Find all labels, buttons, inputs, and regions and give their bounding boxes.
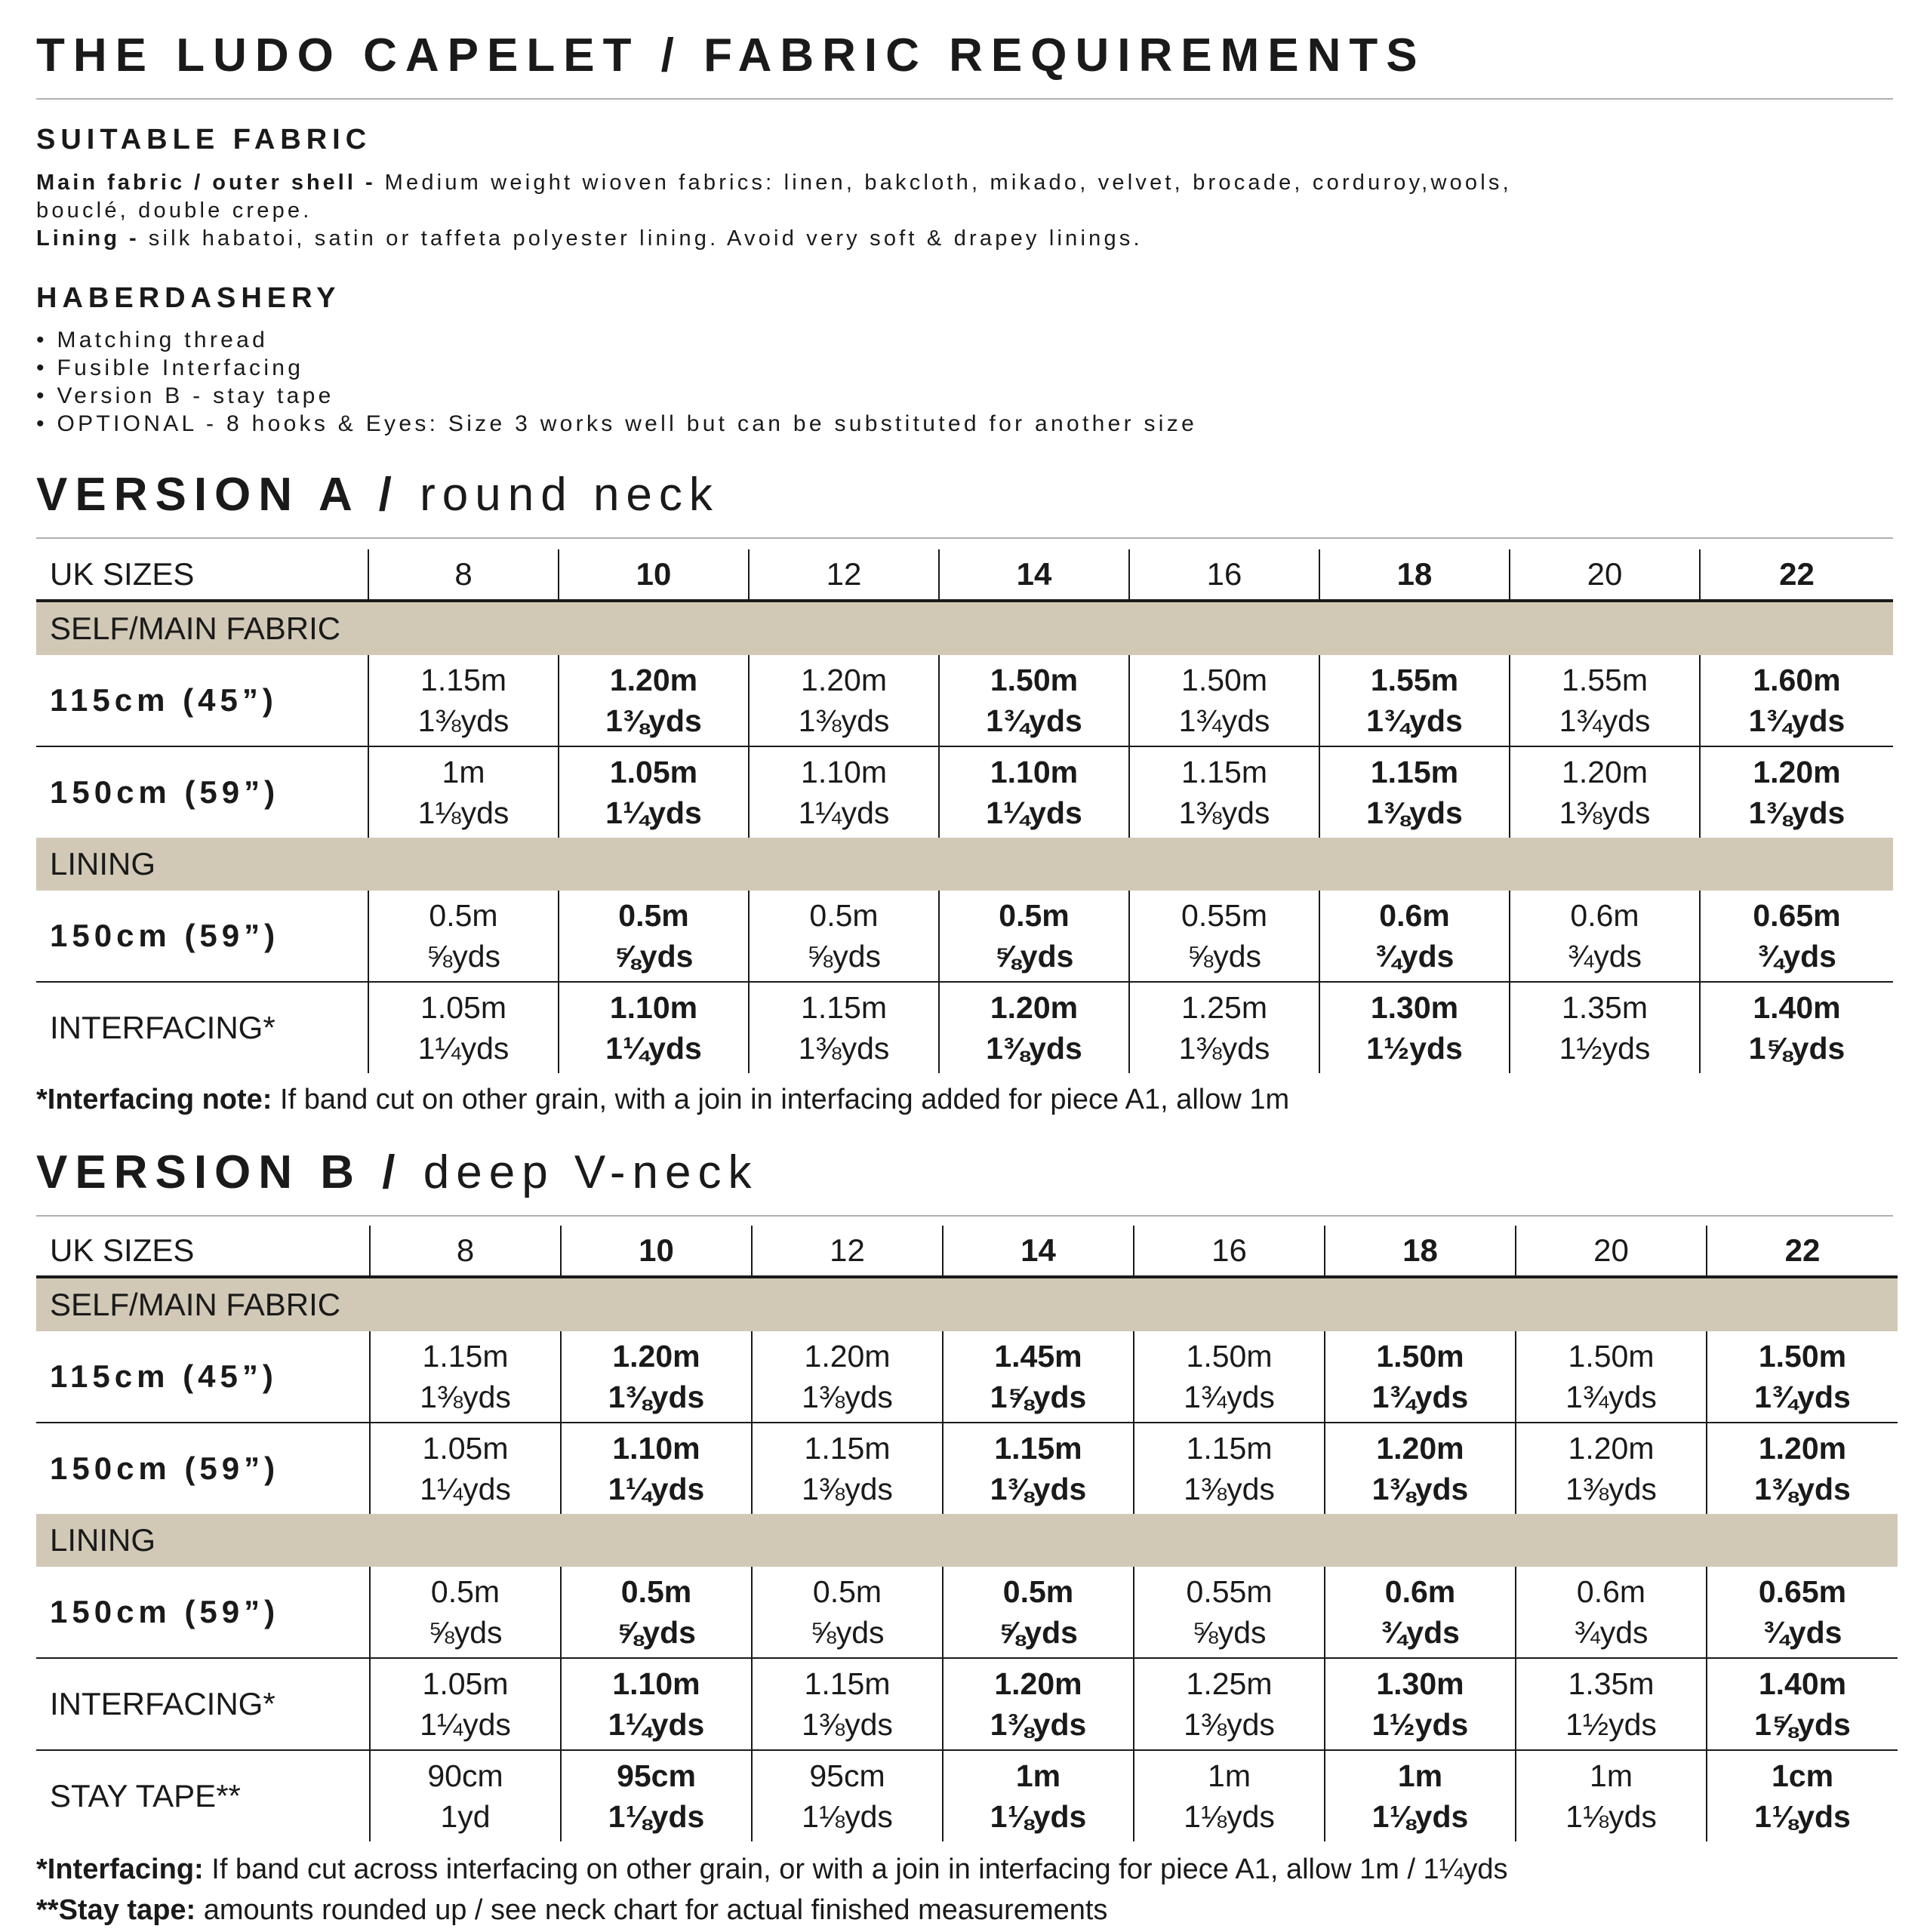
- metric-value: 1.10m: [801, 755, 887, 789]
- table-cell: [1707, 1658, 1898, 1750]
- imperial-value: 1⅜yds: [417, 703, 509, 738]
- size-header: 20: [1510, 549, 1700, 601]
- band-label: SELF/MAIN FABRIC: [36, 601, 1893, 655]
- version-b-table: [36, 1226, 1898, 1841]
- table-cell: [1510, 982, 1700, 1073]
- metric-value: 1.25m: [1186, 1666, 1273, 1701]
- imperial-value: 1¼yds: [608, 1707, 705, 1742]
- table-cell: [943, 1567, 1134, 1658]
- imperial-value: ⅝yds: [810, 1615, 885, 1650]
- imperial-value: 1⅜yds: [1178, 795, 1270, 830]
- imperial-value: 1⅛yds: [608, 1799, 705, 1834]
- imperial-value: 1¼yds: [420, 1707, 511, 1742]
- imperial-value: 1¼yds: [605, 795, 702, 830]
- band-row-lining: [36, 838, 1893, 891]
- imperial-value: 1⅜yds: [1565, 1472, 1657, 1506]
- row-label: STAY TAPE**: [50, 1778, 241, 1814]
- metric-value: 0.5m: [1002, 1574, 1074, 1609]
- metric-value: 1.20m: [990, 990, 1079, 1025]
- table-header-row: [36, 549, 1893, 601]
- row-label: 150cm (59”): [50, 1451, 280, 1486]
- uk-sizes-label: UK SIZES: [36, 549, 368, 601]
- metric-value: 1.10m: [990, 755, 1079, 789]
- table-cell: [1134, 1331, 1325, 1423]
- size-header: 12: [749, 549, 939, 601]
- imperial-value: 1⅜yds: [802, 1707, 893, 1742]
- metric-value: 0.5m: [999, 898, 1070, 933]
- table-cell: [559, 982, 749, 1073]
- size-header: 18: [1325, 1226, 1516, 1277]
- imperial-value: 1⅛yds: [1371, 1799, 1469, 1834]
- metric-value: 1.20m: [801, 663, 887, 697]
- size-header: 22: [1707, 1226, 1898, 1277]
- table-cell: [1319, 891, 1510, 982]
- metric-value: 1.20m: [1758, 1431, 1847, 1466]
- imperial-value: 1¾yds: [1184, 1380, 1275, 1414]
- haberdashery-heading: HABERDASHERY: [36, 282, 341, 314]
- size-header: 10: [561, 1226, 752, 1277]
- table-cell: [370, 1331, 561, 1423]
- imperial-value: 1⅝yds: [1754, 1707, 1851, 1742]
- table-row: [36, 1331, 1898, 1423]
- imperial-value: 1¼yds: [420, 1472, 511, 1506]
- imperial-value: 1⅛yds: [990, 1799, 1087, 1834]
- table-cell: [1516, 1658, 1707, 1750]
- metric-value: 1.20m: [1376, 1431, 1464, 1466]
- table-row: [36, 655, 1893, 746]
- imperial-value: 1⅜yds: [1178, 1031, 1270, 1066]
- size-header: 16: [1134, 1226, 1325, 1277]
- metric-value: 0.6m: [1384, 1574, 1456, 1609]
- haberdashery-item: • Version B - stay tape: [36, 383, 334, 408]
- imperial-value: 1¾yds: [1366, 703, 1463, 738]
- imperial-value: 1½yds: [1371, 1707, 1469, 1742]
- metric-value: 1m: [1015, 1758, 1061, 1793]
- metric-value: 0.65m: [1758, 1574, 1847, 1609]
- metric-value: 1.30m: [1370, 990, 1459, 1025]
- metric-value: 95cm: [617, 1758, 696, 1793]
- metric-value: 1.15m: [804, 1431, 891, 1466]
- metric-value: 90cm: [427, 1758, 503, 1793]
- imperial-value: 1½yds: [1559, 1031, 1651, 1066]
- note-text: amounts rounded up / see neck chart for actual finished measurements: [195, 1894, 1108, 1926]
- main-fabric-text: Medium weight wioven fabrics: linen, bakcloth, mikado, velvet, brocade, corduroy,wools,: [384, 171, 1512, 195]
- table-cell: [1325, 1331, 1516, 1423]
- imperial-value: 1⅜yds: [420, 1380, 511, 1414]
- metric-value: 1m: [1590, 1758, 1633, 1793]
- version-a-note: [36, 1084, 1289, 1116]
- metric-value: 1.20m: [609, 663, 698, 697]
- size-header: 12: [752, 1226, 943, 1277]
- row-label: 115cm (45”): [36, 1331, 370, 1423]
- metric-value: 1.05m: [422, 1666, 509, 1701]
- table-cell: [1134, 1567, 1325, 1658]
- table-cell: [1700, 655, 1893, 746]
- imperial-value: 1¼yds: [608, 1472, 705, 1506]
- table-cell: [1707, 1567, 1898, 1658]
- metric-value: 1.50m: [1758, 1339, 1847, 1374]
- table-cell: [1510, 891, 1700, 982]
- imperial-value: 1⅜yds: [605, 703, 702, 738]
- metric-value: 1m: [1208, 1758, 1251, 1793]
- table-header-row: [36, 1226, 1898, 1277]
- metric-value: 1.55m: [1370, 663, 1459, 697]
- note-text: If band cut on other grain, with a join in interfacing added for piece A1, allow 1m: [272, 1084, 1290, 1115]
- main-fabric-line-cont: bouclé, double crepe.: [36, 198, 312, 223]
- metric-value: 1.10m: [612, 1431, 700, 1466]
- size-header: 18: [1319, 549, 1510, 601]
- imperial-value: 1⅜yds: [1754, 1472, 1851, 1506]
- imperial-value: 1⅜yds: [798, 1031, 890, 1066]
- imperial-value: 1½yds: [1565, 1707, 1657, 1742]
- metric-value: 1.20m: [994, 1666, 1082, 1701]
- table-cell: [1319, 655, 1510, 746]
- table-cell: [1700, 746, 1893, 838]
- imperial-value: 1⅜yds: [798, 703, 890, 738]
- table-cell: [939, 746, 1129, 838]
- imperial-value: 1¼yds: [605, 1031, 702, 1066]
- suitable-fabric-heading: SUITABLE FABRIC: [36, 124, 372, 155]
- band-label: LINING: [36, 1514, 1898, 1567]
- table-row: [36, 746, 1893, 838]
- size-header: 16: [1129, 549, 1319, 601]
- size-header: 14: [943, 1226, 1134, 1277]
- imperial-value: 1¾yds: [1371, 1380, 1469, 1414]
- version-b-heading-bold: VERSION B /: [36, 1146, 423, 1198]
- imperial-value: 1¾yds: [1754, 1380, 1851, 1414]
- lining-line: [36, 226, 1143, 251]
- metric-value: 1.50m: [1568, 1339, 1655, 1374]
- imperial-value: ⅝yds: [614, 939, 694, 974]
- imperial-value: 1¾yds: [1178, 703, 1270, 738]
- band-row-lining: [36, 1514, 1898, 1567]
- version-a-heading-light: round neck: [420, 469, 719, 521]
- imperial-value: 1½yds: [1366, 1031, 1463, 1066]
- table-cell: [749, 982, 939, 1073]
- size-header: 10: [559, 549, 749, 601]
- imperial-value: 1¼yds: [417, 1031, 509, 1066]
- imperial-value: ⅝yds: [428, 1615, 503, 1650]
- metric-value: 0.5m: [618, 898, 689, 933]
- metric-value: 1.50m: [1181, 663, 1267, 697]
- table-cell: [752, 1423, 943, 1514]
- row-label: INTERFACING*: [50, 1010, 276, 1045]
- size-header: 22: [1700, 549, 1893, 601]
- imperial-value: 1¼yds: [798, 795, 890, 830]
- imperial-value: ⅝yds: [1192, 1615, 1267, 1650]
- size-header: 8: [370, 1226, 561, 1277]
- metric-value: 0.5m: [430, 1574, 500, 1609]
- haberdashery-item: • Matching thread: [36, 328, 269, 352]
- table-cell: [1319, 982, 1510, 1073]
- imperial-value: 1¼yds: [986, 795, 1082, 830]
- imperial-value: 1⅛yds: [1184, 1799, 1275, 1834]
- metric-value: 1m: [1397, 1758, 1443, 1793]
- metric-value: 1.20m: [1568, 1431, 1655, 1466]
- metric-value: 0.55m: [1186, 1574, 1273, 1609]
- imperial-value: 1⅜yds: [1371, 1472, 1469, 1506]
- imperial-value: ⅝yds: [617, 1615, 696, 1650]
- version-b-note-stay-tape: [36, 1894, 1107, 1927]
- version-a-table: [36, 549, 1893, 1073]
- haberdashery-item: • OPTIONAL - 8 hooks & Eyes: Size 3 works well but can be substituted for another size: [36, 411, 1198, 436]
- imperial-value: 1⅜yds: [986, 1031, 1082, 1066]
- imperial-value: 1⅛yds: [1565, 1799, 1657, 1834]
- imperial-value: ¾yds: [1757, 939, 1836, 974]
- imperial-value: 1⅜yds: [990, 1707, 1087, 1742]
- imperial-value: 1⅛yds: [802, 1799, 893, 1834]
- table-cell: [939, 891, 1129, 982]
- metric-value: 0.5m: [812, 1574, 882, 1609]
- table-cell: [368, 655, 559, 746]
- row-label: 115cm (45”): [36, 655, 368, 746]
- metric-value: 1.25m: [1181, 990, 1267, 1025]
- metric-value: 1.55m: [1562, 663, 1648, 697]
- metric-value: 1.15m: [1186, 1431, 1273, 1466]
- table-cell: [1129, 982, 1319, 1073]
- metric-value: 1.20m: [804, 1339, 891, 1374]
- lining-text: silk habatoi, satin or taffeta polyester lining. Avoid very soft & drapey linings.: [148, 226, 1143, 251]
- imperial-value: ¾yds: [1568, 939, 1642, 974]
- version-b-heading-light: deep V-neck: [423, 1146, 759, 1198]
- imperial-value: 1¾yds: [1565, 1380, 1657, 1414]
- imperial-value: ⅝yds: [807, 939, 881, 974]
- table-cell: [1516, 1331, 1707, 1423]
- metric-value: 1.45m: [994, 1339, 1082, 1374]
- metric-value: 1.20m: [1753, 755, 1841, 789]
- imperial-value: ¾yds: [1381, 1615, 1460, 1650]
- table-cell: [1510, 655, 1700, 746]
- size-header: 20: [1516, 1226, 1707, 1277]
- band-label: LINING: [36, 838, 1893, 891]
- band-row-main-fabric: [36, 601, 1893, 655]
- table-cell: [1700, 891, 1893, 982]
- metric-value: 1.10m: [609, 990, 698, 1025]
- band-label: SELF/MAIN FABRIC: [36, 1277, 1898, 1331]
- table-cell: [752, 1750, 943, 1841]
- table-cell: [749, 655, 939, 746]
- metric-value: 1.20m: [1562, 755, 1648, 789]
- table-cell: [368, 891, 559, 982]
- imperial-value: ⅝yds: [994, 939, 1074, 974]
- table-row: [36, 891, 1893, 982]
- table-cell: [1700, 982, 1893, 1073]
- table-cell: [1325, 1423, 1516, 1514]
- note-text: If band cut across interfacing on other grain, or with a join in interfacing for piece A1, allow 1m / 1¼yds: [203, 1854, 1508, 1885]
- metric-value: 1.15m: [801, 990, 887, 1025]
- table-cell: [1707, 1750, 1898, 1841]
- table-cell: [1134, 1750, 1325, 1841]
- metric-value: 1.05m: [420, 990, 506, 1025]
- version-a-divider: [36, 537, 1893, 539]
- metric-value: 1.35m: [1568, 1666, 1655, 1701]
- metric-value: 1.15m: [804, 1666, 891, 1701]
- row-label: 150cm (59”): [36, 1567, 370, 1658]
- imperial-value: 1⅜yds: [1366, 795, 1463, 830]
- table-cell: [752, 1567, 943, 1658]
- metric-value: 1cm: [1771, 1758, 1834, 1793]
- imperial-value: ¾yds: [1762, 1615, 1842, 1650]
- table-cell: [370, 1567, 561, 1658]
- table-cell: [943, 1750, 1134, 1841]
- imperial-value: 1¾yds: [1748, 703, 1846, 738]
- uk-sizes-label: UK SIZES: [36, 1226, 370, 1277]
- table-cell: [1516, 1750, 1707, 1841]
- table-cell: [1516, 1423, 1707, 1514]
- imperial-value: 1⅛yds: [1754, 1799, 1851, 1834]
- metric-value: 1.50m: [1186, 1339, 1273, 1374]
- imperial-value: 1⅝yds: [1748, 1031, 1846, 1066]
- imperial-value: 1¾yds: [986, 703, 1082, 738]
- table-cell: [561, 1658, 752, 1750]
- table-cell: [1319, 746, 1510, 838]
- imperial-value: 1⅜yds: [990, 1472, 1087, 1506]
- table-cell: [1516, 1567, 1707, 1658]
- metric-value: 0.6m: [1379, 898, 1450, 933]
- table-cell: [1510, 746, 1700, 838]
- table-cell: [1134, 1423, 1325, 1514]
- table-cell: [749, 891, 939, 982]
- metric-value: 1.15m: [1181, 755, 1267, 789]
- table-cell: [370, 1750, 561, 1841]
- imperial-value: ⅝yds: [999, 1615, 1078, 1650]
- table-cell: [1129, 655, 1319, 746]
- size-header: 8: [368, 549, 559, 601]
- title-divider: [36, 98, 1893, 100]
- metric-value: 0.6m: [1576, 1574, 1646, 1609]
- metric-value: 1.15m: [994, 1431, 1082, 1466]
- table-cell: [1134, 1658, 1325, 1750]
- table-cell: [943, 1658, 1134, 1750]
- table-cell: [1129, 891, 1319, 982]
- imperial-value: 1⅜yds: [802, 1380, 893, 1414]
- table-cell: [561, 1331, 752, 1423]
- table-row: [36, 1658, 1898, 1750]
- imperial-value: 1⅜yds: [1184, 1707, 1275, 1742]
- row-label: INTERFACING*: [36, 1658, 370, 1750]
- metric-value: 1.40m: [1758, 1666, 1847, 1701]
- imperial-value: ¾yds: [1375, 939, 1455, 974]
- version-b-heading: [36, 1146, 758, 1199]
- main-fabric-line: [36, 171, 1512, 195]
- table-cell: [943, 1423, 1134, 1514]
- imperial-value: ¾yds: [1574, 1615, 1648, 1650]
- metric-value: 1.60m: [1753, 663, 1841, 697]
- lining-label: Lining -: [36, 226, 149, 251]
- imperial-value: ⅝yds: [1187, 939, 1261, 974]
- imperial-value: 1⅛yds: [417, 795, 509, 830]
- metric-value: 0.6m: [1570, 898, 1639, 933]
- note-label: **Stay tape:: [36, 1894, 196, 1926]
- note-label: *Interfacing note:: [36, 1084, 272, 1115]
- table-cell: [370, 1423, 561, 1514]
- table-cell: [752, 1331, 943, 1423]
- page-title: THE LUDO CAPELET / FABRIC REQUIREMENTS: [36, 29, 1426, 82]
- metric-value: 1.40m: [1753, 990, 1841, 1025]
- imperial-value: 1⅜yds: [608, 1380, 705, 1414]
- version-a-heading: [36, 468, 719, 521]
- imperial-value: 1⅜yds: [1748, 795, 1846, 830]
- imperial-value: 1⅜yds: [1559, 795, 1651, 830]
- metric-value: 1.05m: [422, 1431, 509, 1466]
- imperial-value: 1¾yds: [1559, 703, 1651, 738]
- table-cell: [1707, 1423, 1898, 1514]
- metric-value: 1.50m: [1376, 1339, 1464, 1374]
- imperial-value: 1⅜yds: [802, 1472, 893, 1506]
- metric-value: 1.15m: [420, 663, 506, 697]
- version-a-heading-bold: VERSION A /: [36, 469, 420, 521]
- table-cell: [1325, 1567, 1516, 1658]
- table-cell: [939, 655, 1129, 746]
- haberdashery-item: • Fusible Interfacing: [36, 355, 304, 380]
- table-cell: [561, 1750, 752, 1841]
- table-row: [36, 1423, 1898, 1514]
- table-cell: [561, 1423, 752, 1514]
- table-row: [36, 982, 1893, 1073]
- note-label: *Interfacing:: [36, 1854, 204, 1885]
- table-row: [36, 1567, 1898, 1658]
- imperial-value: 1yd: [440, 1799, 491, 1834]
- imperial-value: 1⅝yds: [990, 1380, 1087, 1414]
- metric-value: 1.05m: [609, 755, 698, 789]
- metric-value: 1.15m: [422, 1339, 509, 1374]
- metric-value: 1.50m: [990, 663, 1079, 697]
- table-cell: [1325, 1750, 1516, 1841]
- metric-value: 1.30m: [1376, 1666, 1464, 1701]
- metric-value: 1.10m: [612, 1666, 700, 1701]
- table-cell: [752, 1658, 943, 1750]
- main-fabric-label: Main fabric / outer shell -: [36, 171, 385, 195]
- metric-value: 0.65m: [1753, 898, 1841, 933]
- table-cell: [561, 1567, 752, 1658]
- table-cell: [559, 746, 749, 838]
- table-cell: [1129, 746, 1319, 838]
- metric-value: 1.35m: [1562, 990, 1648, 1025]
- size-header: 14: [939, 549, 1129, 601]
- metric-value: 0.5m: [620, 1574, 692, 1609]
- table-cell: [749, 746, 939, 838]
- table-cell: [370, 1658, 561, 1750]
- band-row-main-fabric: [36, 1277, 1898, 1331]
- imperial-value: ⅝yds: [426, 939, 500, 974]
- metric-value: 95cm: [809, 1758, 885, 1793]
- row-label: 150cm (59”): [50, 774, 280, 810]
- metric-value: 1m: [442, 755, 485, 789]
- table-cell: [943, 1331, 1134, 1423]
- row-label: 150cm (59”): [36, 891, 368, 982]
- version-b-note-interfacing: [36, 1854, 1508, 1886]
- table-cell: [1325, 1658, 1516, 1750]
- table-cell: [559, 891, 749, 982]
- imperial-value: 1⅜yds: [1184, 1472, 1275, 1506]
- table-cell: [939, 982, 1129, 1073]
- metric-value: 0.5m: [429, 898, 498, 933]
- version-b-divider: [36, 1215, 1893, 1217]
- metric-value: 0.5m: [809, 898, 879, 933]
- table-cell: [368, 982, 559, 1073]
- table-row: [36, 1750, 1898, 1841]
- metric-value: 1.20m: [612, 1339, 700, 1374]
- metric-value: 0.55m: [1181, 898, 1267, 933]
- table-cell: [368, 746, 559, 838]
- table-cell: [1707, 1331, 1898, 1423]
- metric-value: 1.15m: [1370, 755, 1459, 789]
- table-cell: [559, 655, 749, 746]
